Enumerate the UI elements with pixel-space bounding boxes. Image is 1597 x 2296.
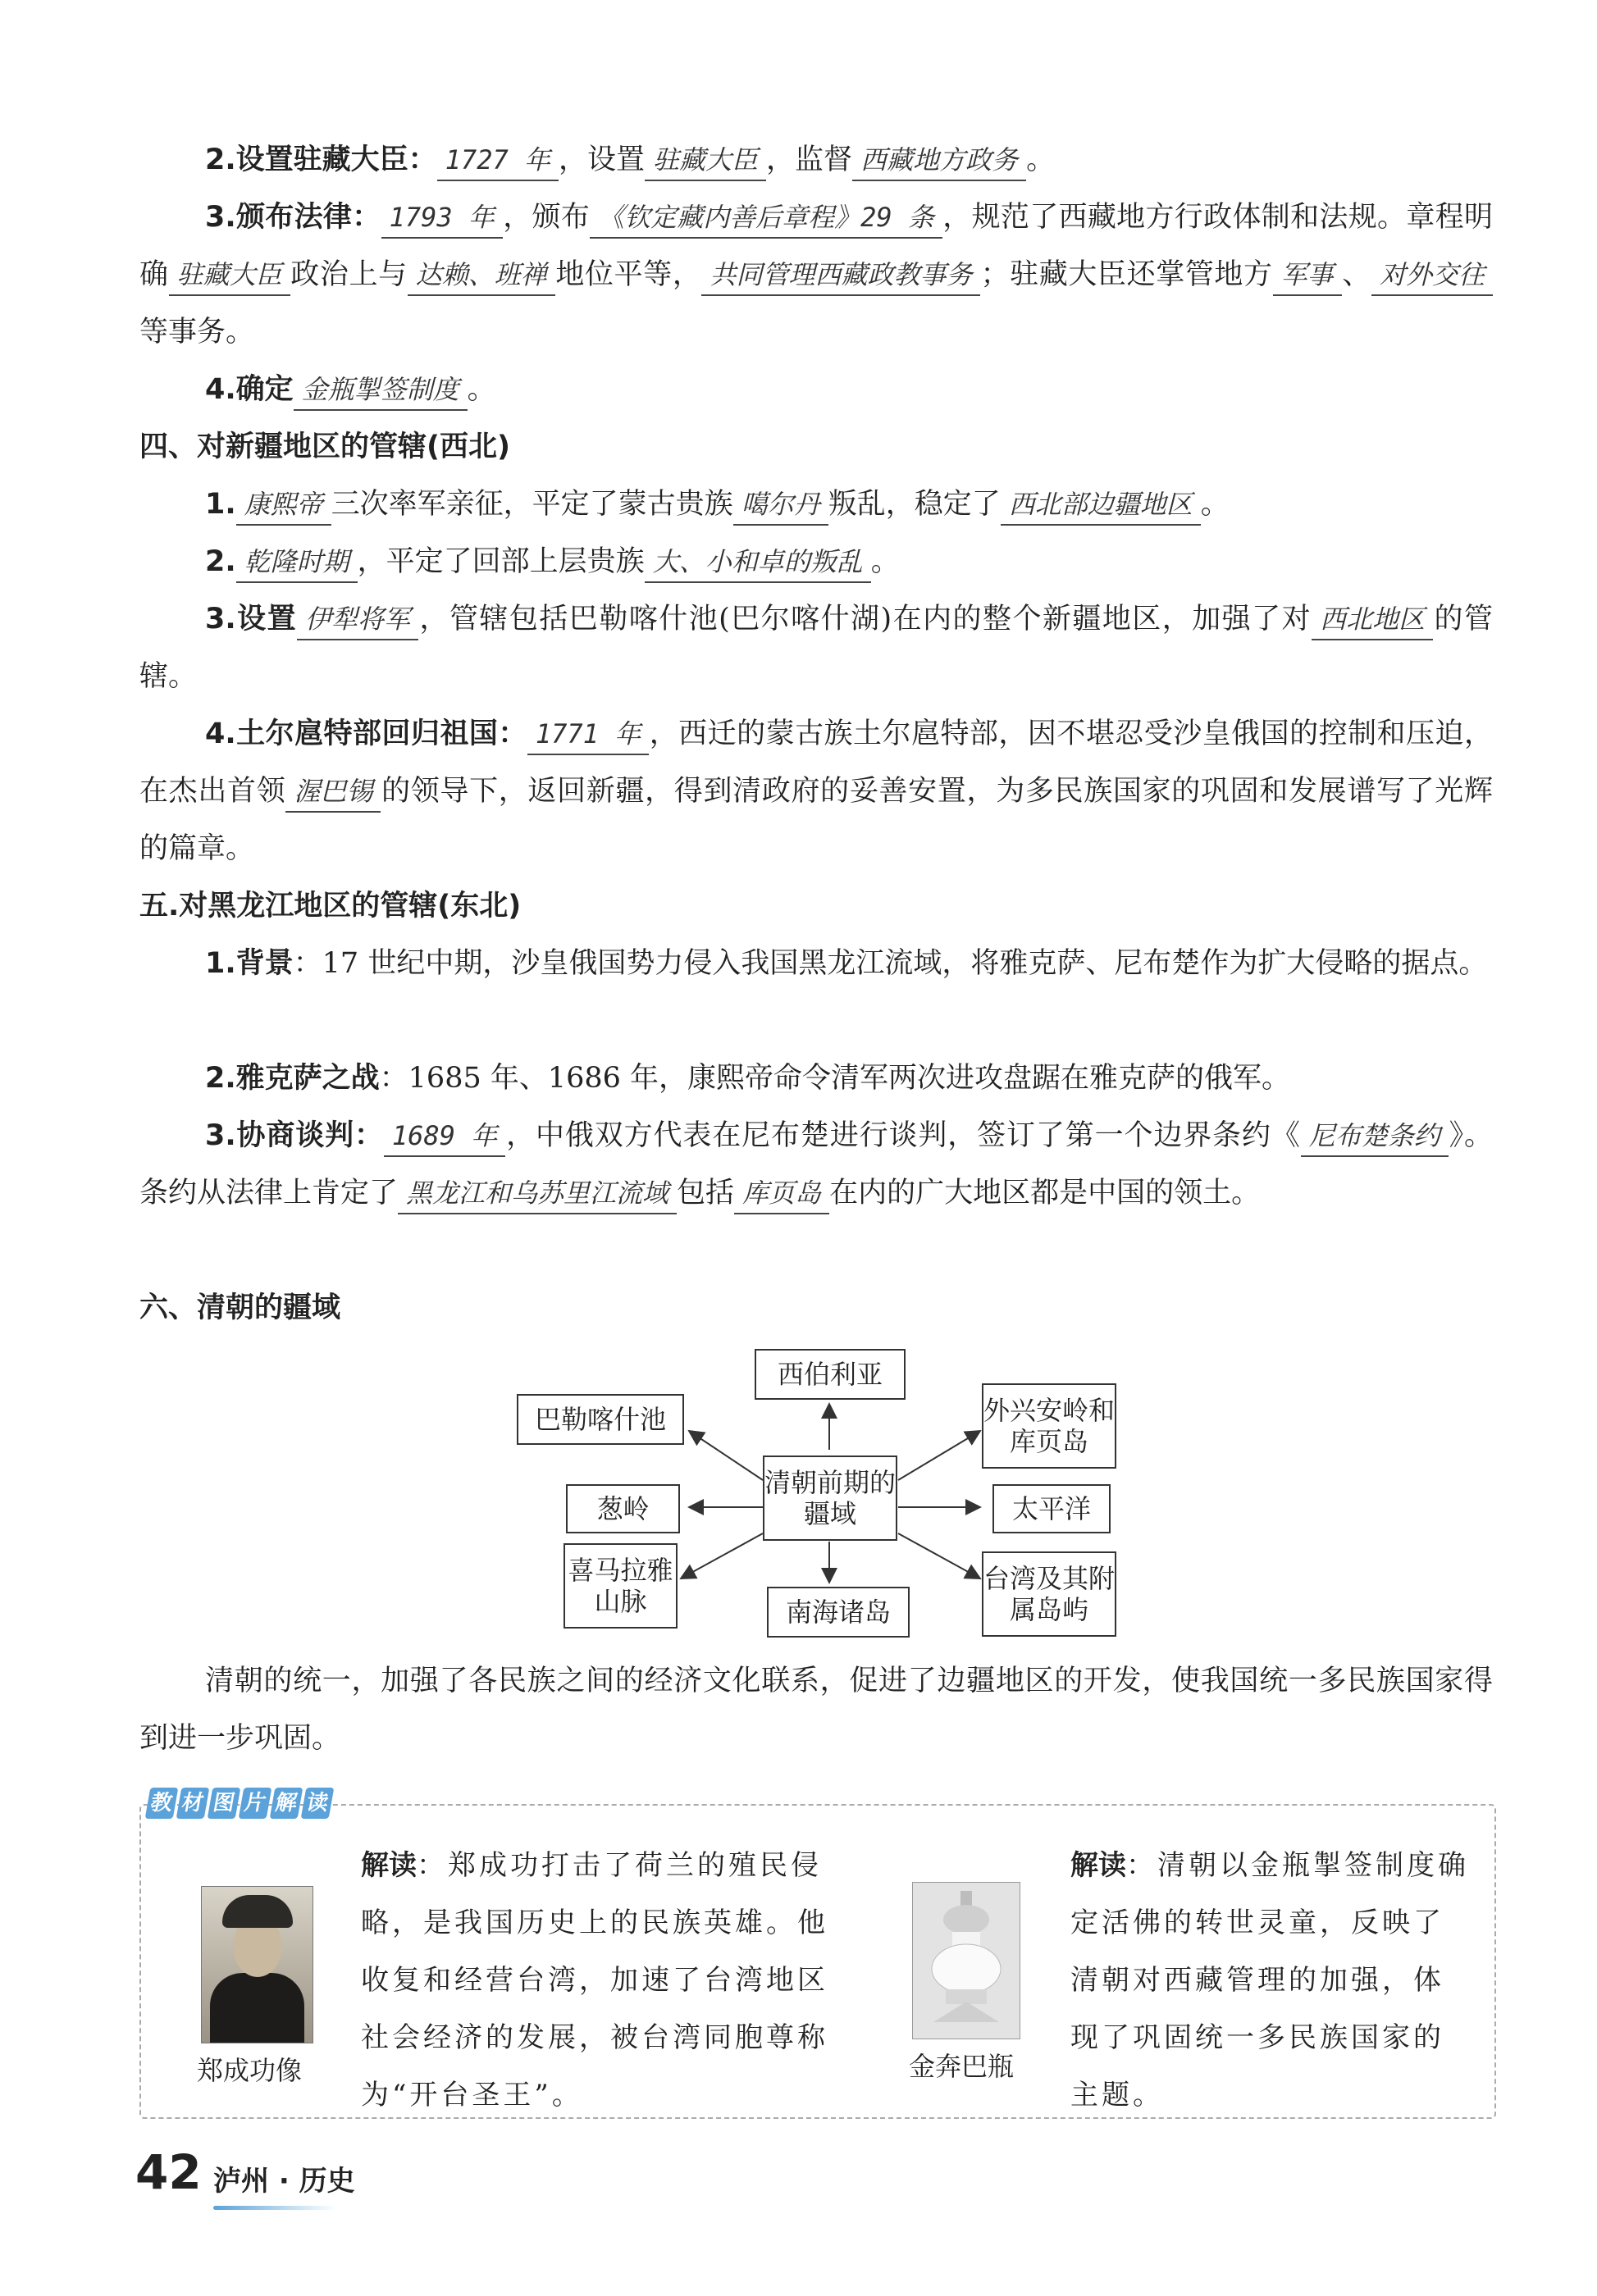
blank: 对外交往 — [1371, 255, 1493, 296]
diagram-west-box: 葱岭 — [566, 1484, 680, 1533]
blank: 西北部边疆地区 — [1001, 485, 1201, 526]
blank: 1793 年 — [381, 198, 503, 239]
section-heading-xinjiang: 四、对新疆地区的管辖(西北) — [139, 430, 510, 463]
diagram-center-box: 清朝前期的疆域 — [763, 1456, 897, 1541]
blank: 乾隆时期 — [236, 542, 358, 583]
diagram-southwest-box: 喜马拉雅山脉 — [564, 1543, 678, 1629]
diagram-northwest-box: 巴勒喀什池 — [517, 1394, 684, 1445]
blank: 军事 — [1273, 255, 1342, 296]
diagram-north-box: 西伯利亚 — [755, 1349, 906, 1400]
arrow-southwest — [681, 1533, 763, 1578]
paragraph-s5-2: 2.雅克萨之战：1685 年、1686 年，康熙帝命令清军两次进攻盘踞在雅克萨的俄军。 — [205, 1062, 1291, 1095]
blank: 金瓶掣签制度 — [294, 370, 468, 411]
arrow-southeast — [898, 1533, 980, 1578]
blank: 驻藏大臣 — [169, 255, 290, 296]
blank: 共同管理西藏政教事务 — [701, 255, 980, 296]
diagram-south-box: 南海诸岛 — [767, 1587, 910, 1638]
blank: 黑龙江和乌苏里江流域 — [398, 1173, 677, 1214]
blank: 1689 年 — [384, 1116, 505, 1157]
urn-caption: 金奔巴瓶 — [909, 2051, 1015, 2082]
diagram-southeast-box: 台湾及其附属岛屿 — [982, 1551, 1116, 1637]
book-title: 泸州 · 历史 — [213, 2165, 355, 2198]
portrait-caption: 郑成功像 — [197, 2055, 303, 2086]
interpretation-right: 解读：清朝以金瓶掣签制度确定活佛的转世灵童，反映了清朝对西藏管理的加强，体现了巩固统一多民族国家的主题。 — [1070, 1849, 1469, 2112]
arrow-northwest — [689, 1431, 763, 1480]
diagram-east-box: 太平洋 — [992, 1484, 1111, 1533]
paragraph-s4-3: 3.设置 伊犁将军 ，管辖包括巴勒喀什池(巴尔喀什湖)在内的整个新疆地区，加强了对 西北地区 的管辖。 — [139, 590, 1493, 705]
paragraph-s5-1: 1.背景：17 世纪中期，沙皇俄国势力侵入我国黑龙江流域，将雅克萨、尼布楚作为扩大侵略的据点。 — [205, 947, 1488, 980]
paragraph-s3-2: 2.设置驻藏大臣： 1727 年 ，设置 驻藏大臣 ，监督 西藏地方政务 。 — [139, 131, 1493, 189]
blank: 渥巴锡 — [285, 772, 381, 813]
arrow-northeast — [898, 1431, 980, 1480]
blank: 《钦定藏内善后章程》29 条 — [590, 198, 942, 239]
blank: 西藏地方政务 — [852, 140, 1026, 181]
paragraph-s4-1: 1. 康熙帝 三次率军亲征，平定了蒙古贵族 噶尔丹 叛乱，稳定了 西北部边疆地区 。 — [139, 476, 1493, 533]
page-number: 42 — [135, 2144, 202, 2200]
blank: 大、小和卓的叛乱 — [645, 542, 871, 583]
interpretation-left: 解读：郑成功打击了荷兰的殖民侵略，是我国历史上的民族英雄。他收复和经营台湾，加速了台湾地区社会经济的发展，被台湾同胞尊称为“开台圣王”。 — [361, 1849, 828, 2112]
section-heading-territory: 六、清朝的疆域 — [139, 1292, 341, 1324]
blank: 达赖、班禅 — [408, 255, 555, 296]
picture-interpretation-title: 教 材 图 片 解 读 — [148, 1788, 331, 1819]
blank: 西北地区 — [1312, 599, 1433, 640]
paragraph-s3-4: 4.确定 金瓶掣签制度 。 — [139, 361, 1493, 418]
blank: 驻藏大臣 — [645, 140, 766, 181]
blank: 1727 年 — [437, 140, 559, 181]
diagram-northeast-box: 外兴安岭和库页岛 — [982, 1383, 1116, 1469]
blank: 康熙帝 — [236, 485, 331, 526]
blank: 噶尔丹 — [733, 485, 828, 526]
blank: 尼布楚条约 — [1301, 1116, 1449, 1157]
territory-summary: 清朝的统一，加强了各民族之间的经济文化联系，促进了边疆地区的开发，使我国统一多民族国家得到进一步巩固。 — [139, 1665, 1493, 1755]
paragraph-s5-3: 3.协商谈判： 1689 年 ，中俄双方代表在尼布楚进行谈判，签订了第一个边界条约《 尼布楚条约 》。条约从法律上肯定了 黑龙江和乌苏里江流域 包括 库页岛 在内的广大地区都是中国的领土。 — [139, 1107, 1493, 1222]
paragraph-s4-4: 4.土尔扈特部回归祖国： 1771 年 ，西迁的蒙古族土尔扈特部，因不堪忍受沙皇俄国的控制和压迫，在杰出首领 渥巴锡 的领导下，返回新疆，得到清政府的妥善安置，为多民族国家的巩固和发展谱写了光辉的篇章。 — [139, 705, 1493, 877]
section-heading-heilongjiang: 五.对黑龙江地区的管辖(东北) — [139, 890, 522, 922]
golden-urn-image — [912, 1882, 1020, 2039]
zheng-chenggong-portrait — [201, 1886, 313, 2043]
footer-underline — [213, 2206, 336, 2210]
blank: 库页岛 — [734, 1173, 829, 1214]
blank: 伊犁将军 — [297, 599, 418, 640]
blank: 1771 年 — [527, 714, 649, 755]
paragraph-s3-3: 3.颁布法律： 1793 年 ，颁布 《钦定藏内善后章程》29 条 ，规范了西藏地方行政体制和法规。章程明确 驻藏大臣 政治上与 达赖、班禅 地位平等， 共同管理西藏政教事务 ；驻藏大臣还掌管地方 军事 、 对外交往等事务。 — [139, 189, 1493, 361]
paragraph-s4-2: 2. 乾隆时期 ，平定了回部上层贵族 大、小和卓的叛乱 。 — [139, 533, 1493, 590]
